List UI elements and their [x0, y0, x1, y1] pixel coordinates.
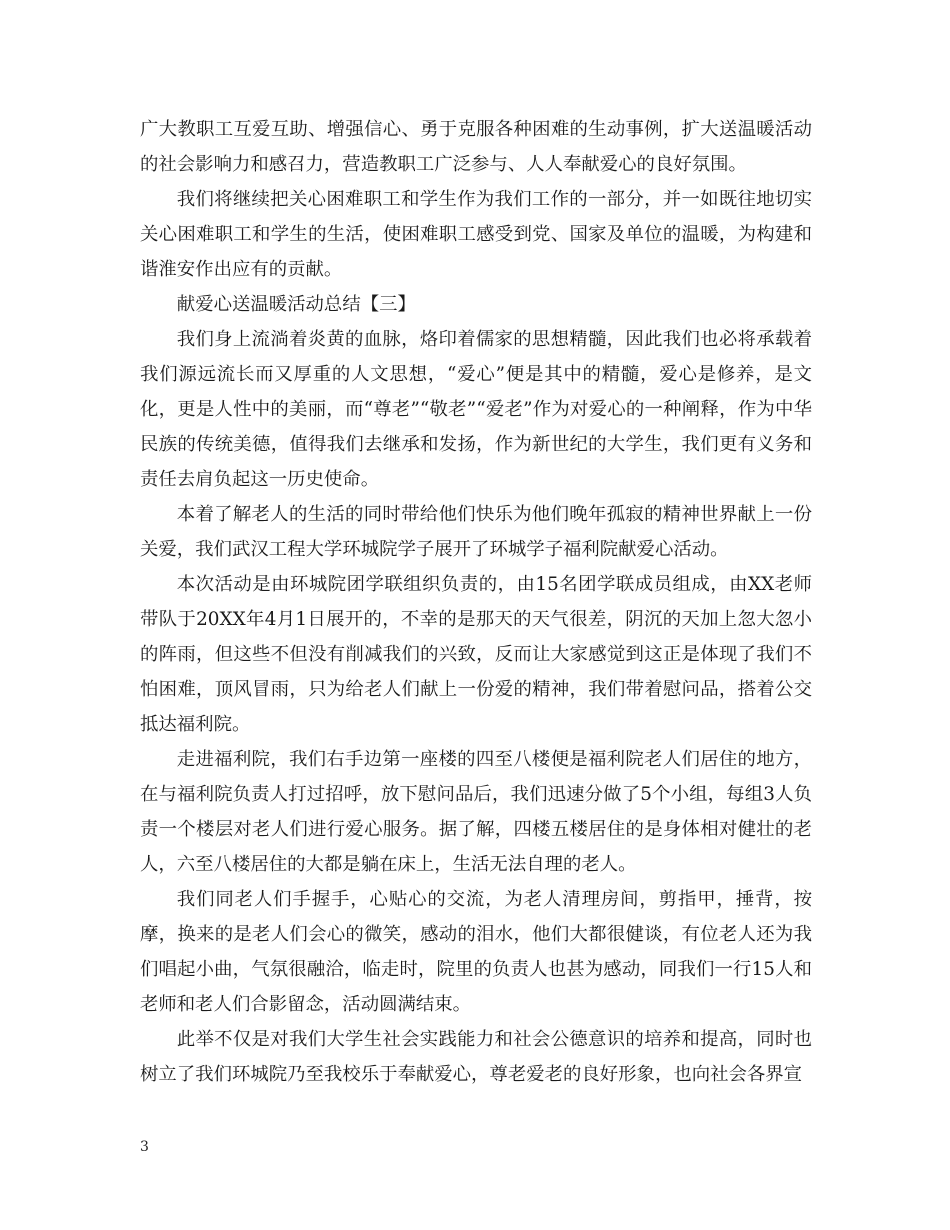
paragraph: 此举不仅是对我们大学生社会实践能力和社会公德意识的培养和提高，同时也树立了我们环城院乃至我校乐于奉献爱心，尊老爱老的良好形象，也向社会各界宣: [140, 1029, 812, 1085]
paragraph-continuation: 广大教职工互爱互助、增强信心、勇于克服各种困难的生动事例，扩大送温暖活动的社会影响力和感召力，营造教职工广泛参与、人人奉献爱心的良好氛围。: [140, 119, 812, 175]
paragraph: 走进福利院，我们右手边第一座楼的四至八楼便是福利院老人们居住的地方，在与福利院负责人打过招呼，放下慰问品后，我们迅速分做了5个小组，每组3人负责一个楼层对老人们进行爱心服务。据了解，四楼五楼居住的是身体相对健壮的老人，六至八楼居住的大都是躺在床上，生活无法自理的老人。: [140, 749, 812, 875]
paragraph: 本次活动是由环城院团学联组织负责的，由15名团学联成员组成，由XX老师带队于20XX年4月1日展开的，不幸的是那天的天气很差，阴沉的天加上忽大忽小的阵雨，但这些不但没有削减我们的兴致，反而让大家感觉到这正是体现了我们不怕困难，顶风冒雨，只为给老人们献上一份爱的精神，我们带着慰问品，搭着公交抵达福利院。: [140, 574, 812, 735]
paragraph: 本着了解老人的生活的同时带给他们快乐为他们晚年孤寂的精神世界献上一份关爱，我们武汉工程大学环城院学子展开了环城学子福利院献爱心活动。: [140, 504, 812, 560]
paragraph: 我们同老人们手握手，心贴心的交流，为老人清理房间，剪指甲，捶背，按摩，换来的是老人们会心的微笑，感动的泪水，他们大都很健谈，有位老人还为我们唱起小曲，气氛很融洽，临走时，院里的负责人也甚为感动，同我们一行15人和老师和老人们合影留念，活动圆满结束。: [140, 889, 812, 1015]
section-heading: 献爱心送温暖活动总结【三】: [176, 294, 416, 315]
document-body: [140, 112, 812, 1092]
page-number: 3: [140, 1139, 149, 1155]
paragraph: 我们将继续把关心困难职工和学生作为我们工作的一部分，并一如既往地切实关心困难职工和学生的生活，使困难职工感受到党、国家及单位的温暖，为构建和谐淮安作出应有的贡献。: [140, 189, 812, 280]
paragraph: 我们身上流淌着炎黄的血脉，烙印着儒家的思想精髓，因此我们也必将承载着我们源远流长而又厚重的人文思想，“爱心”便是其中的精髓，爱心是修养，是文化，更是人性中的美丽，而“尊老”“敬老”“爱老”作为对爱心的一种阐释，作为中华民族的传统美德，值得我们去继承和发扬，作为新世纪的大学生，我们更有义务和责任去肩负起这一历史使命。: [140, 329, 812, 490]
